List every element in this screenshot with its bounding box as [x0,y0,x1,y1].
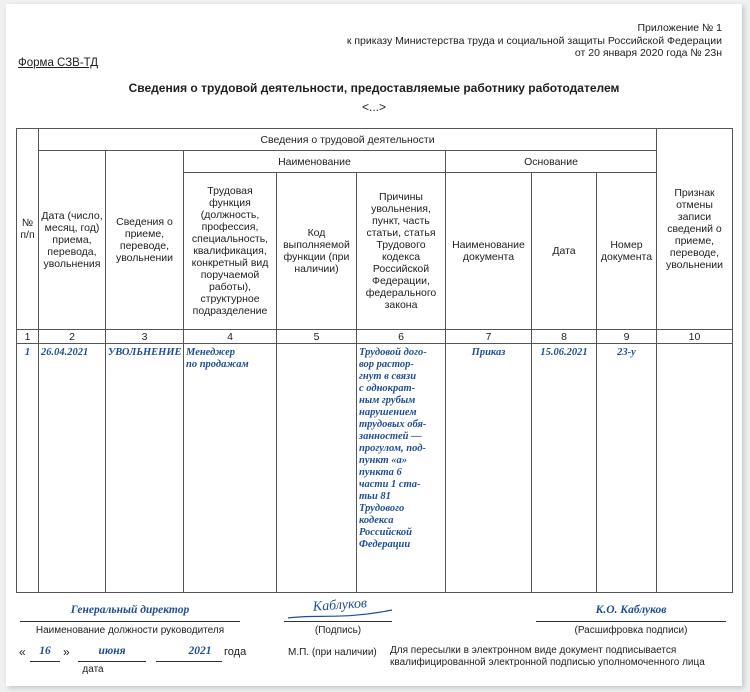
reason-line: Российской [359,527,412,538]
reason-line: пункт «а» [359,455,408,466]
table-row [17,344,733,593]
position-underline [20,621,240,622]
date-caption: дата [82,664,104,675]
header-docdate: Дата [532,173,597,330]
row-function [184,344,277,593]
e-signature-note-line: квалифицированной электронной подписью уполномоченного лица [390,657,705,668]
reason-line: трудовых обя- [359,419,427,430]
row-date: 26.04.2021 [39,344,106,593]
signature-mark: Каблуков [312,596,368,615]
column-number: 6 [357,330,446,344]
header-order-line: к приказу Министерства труда и социальной защиты Российской Федерации [346,35,722,47]
day-underline [30,661,60,662]
reason-line: тьи 81 [359,491,391,502]
column-number: 3 [106,330,184,344]
name-underline [536,621,726,622]
reason-line: Федерации [359,539,411,550]
column-number: 2 [39,330,106,344]
row-docnum: 23-у [597,344,657,593]
form-name: Форма СЗВ-ТД [18,57,99,69]
row-docname: Приказ [446,344,532,593]
column-number: 7 [446,330,532,344]
quote-close: » [63,645,70,659]
column-number: 1 [17,330,39,344]
header-docnum: Номер документа [597,173,657,330]
reason-line: Трудового [359,503,405,514]
row-number: 1 [17,344,39,593]
position-value: Генеральный директор [70,604,190,616]
year-suffix: года [224,646,247,658]
signature-flourish-icon [284,600,396,622]
column-number: 8 [532,330,597,344]
reason-line: ным грубым [359,395,416,406]
reason-line: нарушением [359,407,417,418]
quote-open: « [19,645,26,659]
header-group-main: Сведения о трудовой деятельности [39,129,657,151]
document-title: Сведения о трудовой деятельности, предоставляемые работнику работодателем [128,81,620,95]
header-reason: Причины увольнения, пункт, часть статьи, статья Трудового кодекса Российской Федерации, федерального закона [357,173,446,330]
reason-line: пункта 6 [359,467,402,478]
row-docdate: 15.06.2021 [532,344,597,593]
reason-line: прогулом, под- [359,443,426,454]
signature-underline [284,621,392,622]
header-docname: Наименование документа [446,173,532,330]
reason-line: занностей — [359,431,422,442]
header-info: Сведения о приеме, переводе, увольнении [106,151,184,330]
date-day: 16 [39,645,51,657]
reason-line: Трудовой дого- [359,347,427,358]
reason-line: гнут в связи [359,371,417,382]
row-cancel [657,344,733,593]
header-appendix: Приложение № 1 [637,22,722,34]
year-underline [156,661,222,662]
header-group-name: Наименование [184,151,446,173]
header-code: Код выполняемой функции (при наличии) [277,173,357,330]
column-number: 4 [184,330,277,344]
e-signature-note-line: Для пересылки в электронном виде документ подписывается [390,645,677,656]
position-caption: Наименование должности руководителя [35,625,225,636]
header-date: Дата (число, месяц, год) приема, перевода, увольнения [39,151,106,330]
header-cancel: Признак отмены записи сведений о приеме, переводе, увольнении [657,129,733,330]
row-info: УВОЛЬНЕНИЕ [106,344,184,593]
header-no: № п/п [17,129,39,330]
row-function-line: Менеджер [186,347,236,358]
name-value: К.О. Каблуков [595,604,667,616]
date-month: июня [98,645,126,657]
name-caption: (Расшифровка подписи) [574,625,688,636]
header-function: Трудовая функция (должность, профессия, специальность, квалификация, конкретный вид поручаемой работы), структурное подразделение [184,173,277,330]
document-sheet [6,4,742,686]
row-reason [357,344,446,593]
reason-line: части 1 ста- [359,479,421,490]
reason-line: вор растор- [359,359,414,370]
row-function-line: по продажам [186,359,249,370]
reason-line: кодекса [359,515,394,526]
column-number: 9 [597,330,657,344]
column-number: 5 [277,330,357,344]
header-group-basis: Основание [446,151,657,173]
row-code [277,344,357,593]
column-number: 10 [657,330,733,344]
header-date-line: от 20 января 2020 года № 23н [574,47,722,59]
labor-activity-table [16,128,733,593]
reason-line: с однократ- [359,383,416,394]
stamp-note: М.П. (при наличии) [288,647,377,658]
month-underline [78,661,146,662]
omission-mark: <...> [361,100,387,114]
date-year: 2021 [188,645,212,657]
signature-caption: (Подпись) [314,625,362,636]
